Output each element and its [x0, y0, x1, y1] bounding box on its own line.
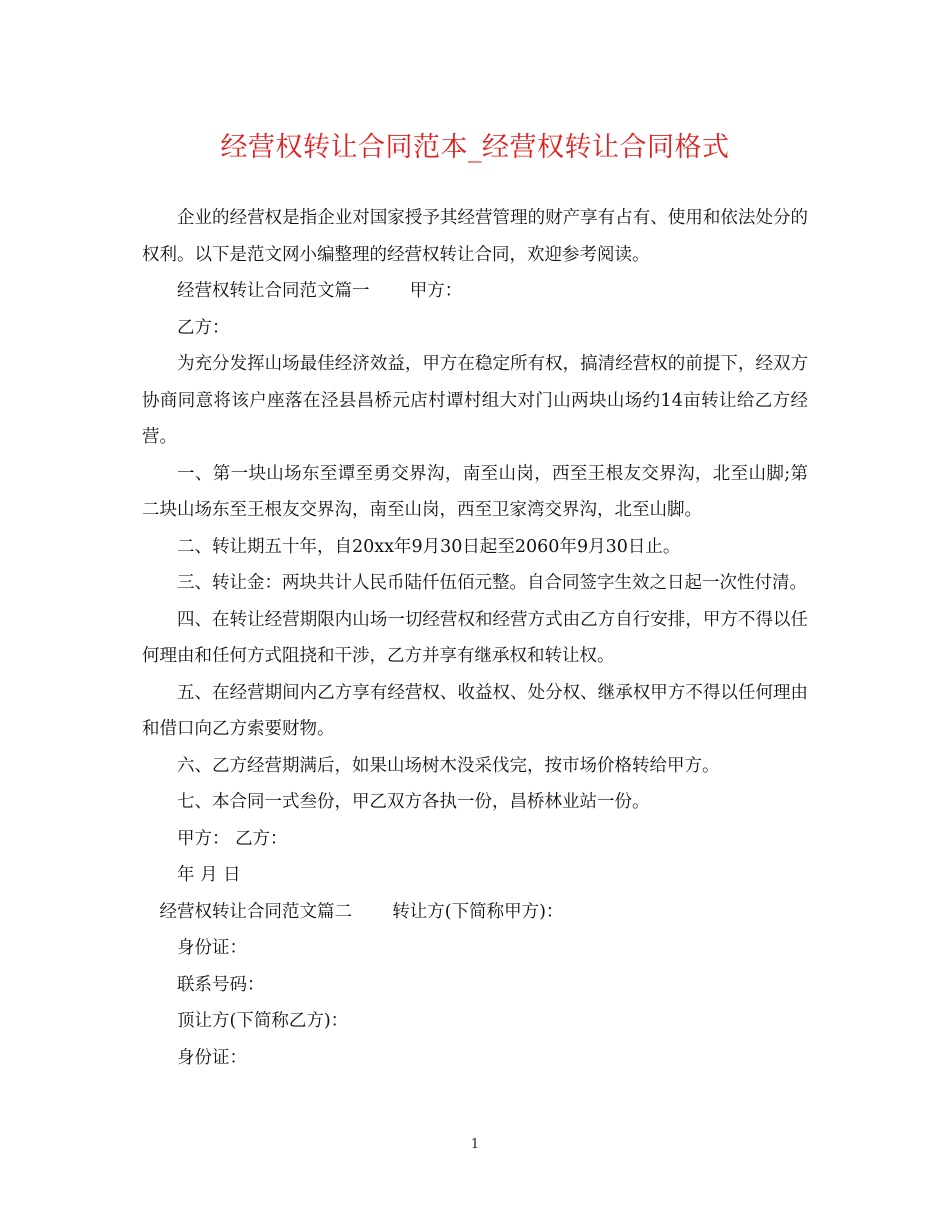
clause-paragraph: 七、本合同一式叁份，甲乙双方各执一份，昌桥林业站一份。 [177, 792, 650, 812]
transferor-label: 转让方(下简称甲方)： [392, 901, 564, 922]
clause-paragraph: 四、在转让经营期限内山场一切经营权和经营方式由乙方自行安排，甲方不得以任何理由和任何方式阻挠和干涉，乙方并享有继承权和转让权。 [142, 609, 808, 666]
id-card-label: 身份证： [177, 1047, 247, 1068]
clause-paragraph: 五、在经营期间内乙方享有经营权、收益权、处分权、继承权甲方不得以任何理由和借口向乙方索要财物。 [142, 682, 808, 739]
intro-paragraph: 企业的经营权是指企业对国家授予其经营管理的财产享有占有、使用和依法处分的权利。以下是范文网小编整理的经营权转让合同，欢迎参考阅读。 [142, 208, 808, 265]
sample-two-header-line [142, 894, 808, 931]
clause-paragraph: 六、乙方经营期满后，如果山场树木没采伐完，按市场价格转给甲方。 [177, 755, 720, 776]
clause-paragraph: 三、转让金：两块共计人民币陆仟伍佰元整。自合同签字生效之日起一次性付清。 [177, 573, 807, 593]
clause-paragraph: 二、转让期五十年，自20xx年9月30日起至2060年9月30日止。 [177, 536, 681, 557]
date-line: 年 月 日 [177, 865, 241, 885]
party-a-label: 甲方： [409, 281, 463, 301]
phone-label: 联系号码： [177, 974, 265, 995]
document-body [142, 200, 808, 1076]
id-card-label: 身份证： [177, 938, 247, 958]
signature-line: 甲方： 乙方： [177, 828, 288, 849]
document-title: 经营权转让合同范本_经营权转让合同格式 [220, 132, 730, 163]
page-number: 1 [470, 1137, 480, 1152]
party-b-label: 乙方： [177, 317, 230, 338]
sample-two-heading: 经营权转让合同范文篇二 [159, 901, 352, 922]
preamble-paragraph: 为充分发挥山场最佳经济效益，甲方在稳定所有权，搞清经营权的前提下，经双方协商同意将该户座落在泾县昌桥元店村谭村组大对门山两块山场约14亩转让给乙方经营。 [142, 354, 808, 447]
sample-one-heading: 经营权转让合同范文篇一 [177, 281, 370, 301]
transferee-label: 顶让方(下简称乙方)： [177, 1011, 349, 1031]
sample-one-header-line [142, 273, 808, 310]
clause-paragraph: 一、第一块山场东至谭至勇交界沟，南至山岗，西至王根友交界沟，北至山脚;第二块山场东至王根友交界沟，南至山岗，西至卫家湾交界沟，北至山脚。 [142, 463, 808, 520]
